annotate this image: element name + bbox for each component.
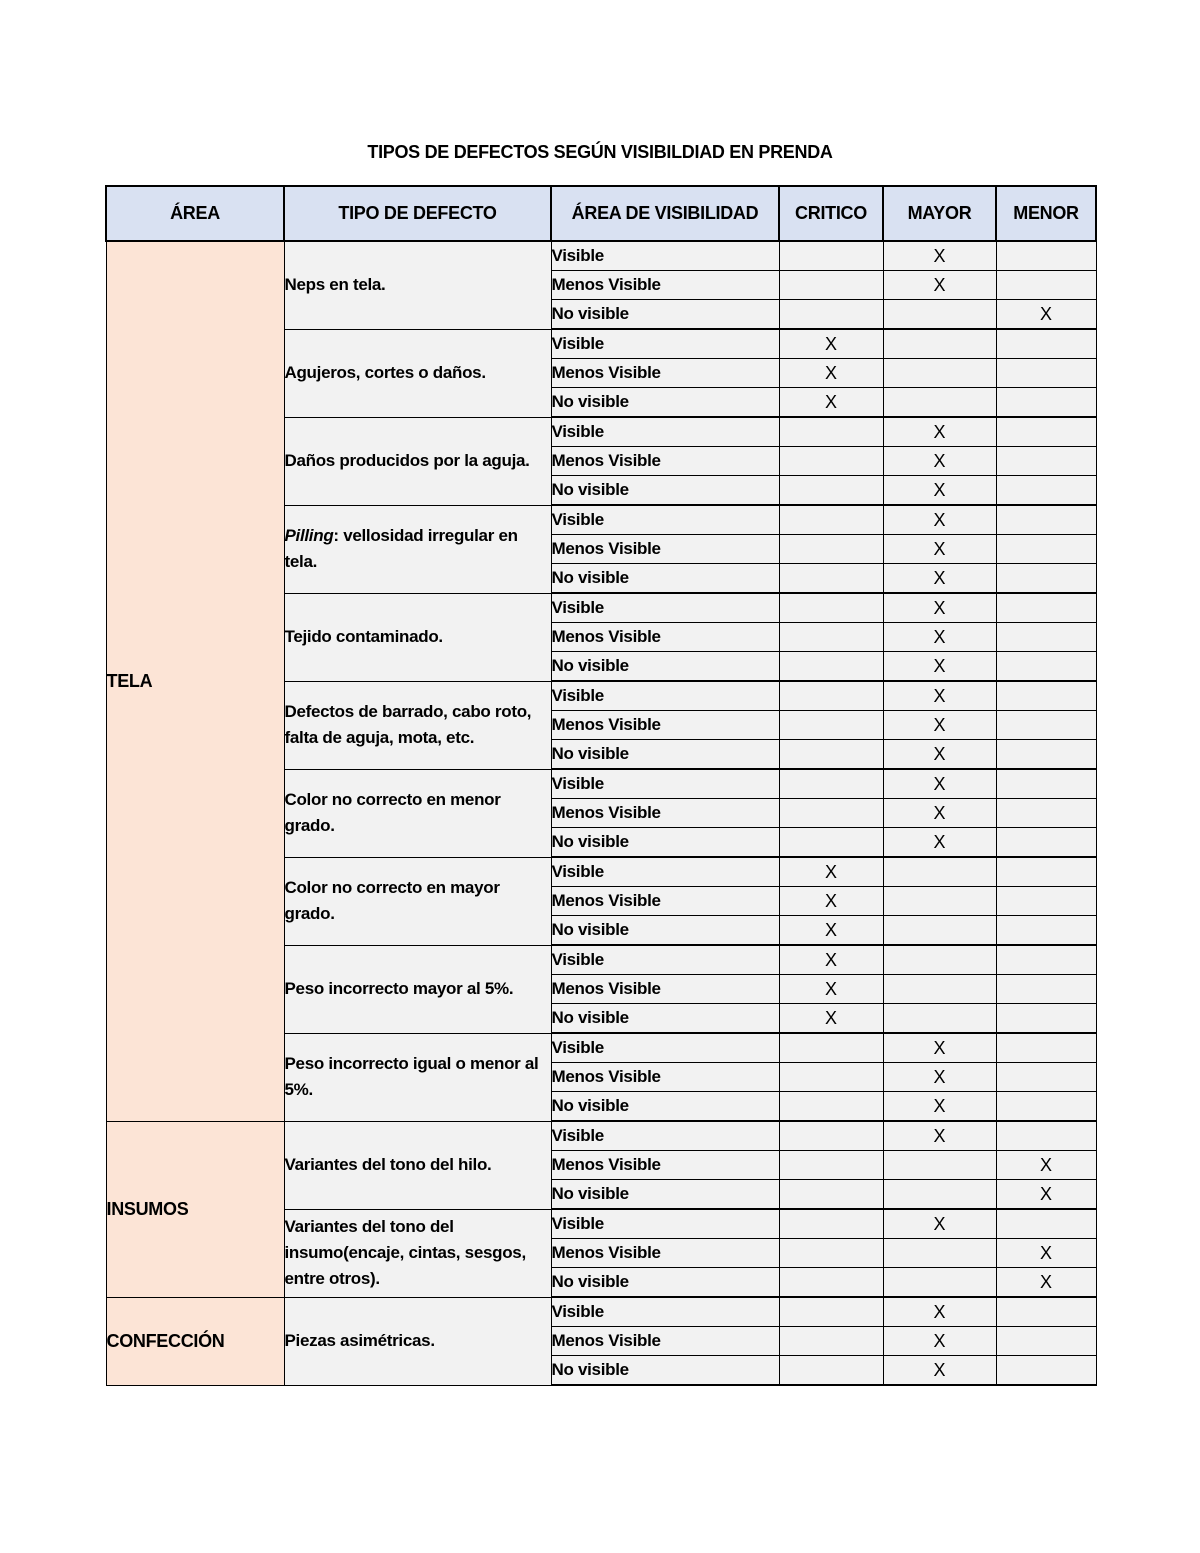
mark-cell-menor: X	[996, 300, 1096, 330]
mark-cell-menor	[996, 417, 1096, 447]
mark-cell-menor	[996, 1004, 1096, 1034]
mark-cell-critico	[779, 1121, 883, 1151]
visibility-cell: Visible	[551, 945, 779, 975]
mark-cell-mayor: X	[883, 1121, 996, 1151]
mark-cell-mayor: X	[883, 271, 996, 300]
visibility-cell: No visible	[551, 476, 779, 506]
mark-cell-mayor: X	[883, 828, 996, 858]
mark-cell-menor	[996, 329, 1096, 359]
mark-cell-mayor	[883, 329, 996, 359]
table-row	[106, 1297, 1096, 1327]
defect-type-cell: Tejido contaminado.	[284, 593, 551, 681]
mark-cell-critico	[779, 300, 883, 330]
visibility-cell: No visible	[551, 1268, 779, 1298]
table-row	[106, 1121, 1096, 1151]
defect-type-cell: Defectos de barrado, cabo roto, falta de aguja, mota, etc.	[284, 681, 551, 769]
mark-cell-mayor	[883, 857, 996, 887]
mark-cell-critico	[779, 769, 883, 799]
visibility-cell: Menos Visible	[551, 1239, 779, 1268]
mark-cell-critico	[779, 1180, 883, 1210]
mark-cell-menor	[996, 241, 1096, 271]
mark-cell-mayor: X	[883, 711, 996, 740]
visibility-cell: Menos Visible	[551, 535, 779, 564]
mark-cell-mayor	[883, 1004, 996, 1034]
defect-type-cell	[284, 505, 551, 593]
defect-type-cell: Color no correcto en menor grado.	[284, 769, 551, 857]
mark-cell-menor: X	[996, 1180, 1096, 1210]
mark-cell-menor	[996, 1327, 1096, 1356]
mark-cell-mayor	[883, 975, 996, 1004]
mark-cell-menor	[996, 535, 1096, 564]
mark-cell-mayor: X	[883, 1033, 996, 1063]
visibility-cell: No visible	[551, 740, 779, 770]
mark-cell-menor	[996, 271, 1096, 300]
mark-cell-critico	[779, 1239, 883, 1268]
defect-type-italic: Pilling	[284, 526, 334, 545]
mark-cell-menor	[996, 975, 1096, 1004]
visibility-cell: Visible	[551, 1297, 779, 1327]
visibility-cell: No visible	[551, 652, 779, 682]
header-tipo-defecto: TIPO DE DEFECTO	[284, 186, 551, 241]
mark-cell-critico	[779, 1092, 883, 1122]
visibility-cell: Menos Visible	[551, 711, 779, 740]
visibility-cell: Menos Visible	[551, 271, 779, 300]
header-menor: MENOR	[996, 186, 1096, 241]
mark-cell-menor	[996, 623, 1096, 652]
mark-cell-critico: X	[779, 887, 883, 916]
mark-cell-critico	[779, 271, 883, 300]
mark-cell-mayor: X	[883, 1209, 996, 1239]
area-cell: TELA	[106, 241, 284, 1121]
mark-cell-menor	[996, 1297, 1096, 1327]
visibility-cell: Visible	[551, 1121, 779, 1151]
mark-cell-mayor: X	[883, 447, 996, 476]
defect-type-cell: Daños producidos por la aguja.	[284, 417, 551, 505]
defect-type-cell: Neps en tela.	[284, 241, 551, 329]
mark-cell-mayor: X	[883, 564, 996, 594]
mark-cell-critico	[779, 447, 883, 476]
mark-cell-menor	[996, 711, 1096, 740]
table-row	[106, 241, 1096, 271]
mark-cell-mayor: X	[883, 1063, 996, 1092]
mark-cell-menor	[996, 1092, 1096, 1122]
mark-cell-critico	[779, 593, 883, 623]
mark-cell-mayor: X	[883, 505, 996, 535]
mark-cell-mayor: X	[883, 1092, 996, 1122]
mark-cell-mayor: X	[883, 681, 996, 711]
mark-cell-mayor: X	[883, 535, 996, 564]
mark-cell-critico	[779, 417, 883, 447]
visibility-cell: Menos Visible	[551, 1327, 779, 1356]
defect-type-cell: Piezas asimétricas.	[284, 1297, 551, 1385]
defect-type-cell: Variantes del tono del insumo(encaje, cintas, sesgos, entre otros).	[284, 1209, 551, 1297]
visibility-cell: No visible	[551, 1004, 779, 1034]
mark-cell-menor	[996, 1033, 1096, 1063]
mark-cell-menor: X	[996, 1268, 1096, 1298]
mark-cell-mayor: X	[883, 769, 996, 799]
visibility-cell: Visible	[551, 769, 779, 799]
mark-cell-mayor: X	[883, 652, 996, 682]
visibility-cell: Menos Visible	[551, 975, 779, 1004]
mark-cell-menor	[996, 799, 1096, 828]
visibility-cell: No visible	[551, 564, 779, 594]
mark-cell-critico	[779, 564, 883, 594]
mark-cell-critico: X	[779, 1004, 883, 1034]
mark-cell-critico	[779, 1268, 883, 1298]
mark-cell-menor	[996, 1121, 1096, 1151]
mark-cell-mayor: X	[883, 417, 996, 447]
mark-cell-menor	[996, 945, 1096, 975]
visibility-cell: Visible	[551, 241, 779, 271]
mark-cell-critico	[779, 1063, 883, 1092]
mark-cell-menor	[996, 359, 1096, 388]
visibility-cell: No visible	[551, 1356, 779, 1386]
mark-cell-critico	[779, 535, 883, 564]
mark-cell-mayor	[883, 1151, 996, 1180]
visibility-cell: Menos Visible	[551, 887, 779, 916]
mark-cell-critico	[779, 799, 883, 828]
mark-cell-mayor	[883, 1180, 996, 1210]
mark-cell-mayor: X	[883, 1327, 996, 1356]
visibility-cell: Visible	[551, 857, 779, 887]
defect-type-label: : vellosidad irregular en tela.	[284, 526, 518, 571]
visibility-cell: No visible	[551, 1092, 779, 1122]
mark-cell-menor	[996, 593, 1096, 623]
mark-cell-menor	[996, 476, 1096, 506]
mark-cell-mayor	[883, 945, 996, 975]
header-mayor: MAYOR	[883, 186, 996, 241]
visibility-cell: Menos Visible	[551, 1151, 779, 1180]
visibility-cell: Visible	[551, 505, 779, 535]
mark-cell-mayor	[883, 1268, 996, 1298]
mark-cell-critico	[779, 711, 883, 740]
mark-cell-critico: X	[779, 975, 883, 1004]
visibility-cell: Menos Visible	[551, 1063, 779, 1092]
visibility-cell: Visible	[551, 681, 779, 711]
visibility-cell: Visible	[551, 1209, 779, 1239]
visibility-cell: No visible	[551, 828, 779, 858]
mark-cell-critico	[779, 681, 883, 711]
mark-cell-menor: X	[996, 1151, 1096, 1180]
header-row	[106, 186, 1096, 241]
header-area: ÁREA	[106, 186, 284, 241]
header-area-visibilidad: ÁREA DE VISIBILIDAD	[551, 186, 779, 241]
mark-cell-mayor	[883, 1239, 996, 1268]
defect-type-cell: Peso incorrecto igual o menor al 5%.	[284, 1033, 551, 1121]
mark-cell-menor	[996, 1063, 1096, 1092]
mark-cell-menor	[996, 740, 1096, 770]
mark-cell-critico	[779, 1151, 883, 1180]
mark-cell-mayor: X	[883, 476, 996, 506]
mark-cell-critico: X	[779, 329, 883, 359]
mark-cell-critico: X	[779, 916, 883, 946]
mark-cell-critico: X	[779, 388, 883, 418]
visibility-cell: Menos Visible	[551, 799, 779, 828]
mark-cell-critico: X	[779, 359, 883, 388]
mark-cell-critico	[779, 1209, 883, 1239]
visibility-cell: Menos Visible	[551, 359, 779, 388]
mark-cell-menor: X	[996, 1239, 1096, 1268]
mark-cell-menor	[996, 681, 1096, 711]
mark-cell-critico	[779, 476, 883, 506]
defect-type-cell: Agujeros, cortes o daños.	[284, 329, 551, 417]
visibility-cell: Visible	[551, 593, 779, 623]
mark-cell-mayor: X	[883, 1297, 996, 1327]
mark-cell-critico: X	[779, 945, 883, 975]
visibility-cell: Menos Visible	[551, 447, 779, 476]
mark-cell-critico	[779, 1327, 883, 1356]
mark-cell-mayor: X	[883, 799, 996, 828]
visibility-cell: No visible	[551, 1180, 779, 1210]
defects-table	[105, 185, 1097, 1386]
mark-cell-menor	[996, 887, 1096, 916]
defect-type-cell: Color no correcto en mayor grado.	[284, 857, 551, 945]
mark-cell-menor	[996, 652, 1096, 682]
mark-cell-mayor: X	[883, 740, 996, 770]
visibility-cell: No visible	[551, 916, 779, 946]
mark-cell-menor	[996, 828, 1096, 858]
mark-cell-menor	[996, 1209, 1096, 1239]
visibility-cell: Menos Visible	[551, 623, 779, 652]
mark-cell-critico	[779, 505, 883, 535]
mark-cell-critico	[779, 623, 883, 652]
table-body	[106, 241, 1096, 1385]
visibility-cell: Visible	[551, 1033, 779, 1063]
mark-cell-menor	[996, 857, 1096, 887]
mark-cell-mayor: X	[883, 1356, 996, 1386]
mark-cell-menor	[996, 769, 1096, 799]
defect-type-cell: Peso incorrecto mayor al 5%.	[284, 945, 551, 1033]
header-critico: CRITICO	[779, 186, 883, 241]
mark-cell-mayor	[883, 300, 996, 330]
mark-cell-critico: X	[779, 857, 883, 887]
mark-cell-mayor: X	[883, 593, 996, 623]
visibility-cell: No visible	[551, 388, 779, 418]
mark-cell-mayor	[883, 887, 996, 916]
visibility-cell: No visible	[551, 300, 779, 330]
mark-cell-mayor	[883, 388, 996, 418]
mark-cell-critico	[779, 652, 883, 682]
mark-cell-critico	[779, 1297, 883, 1327]
mark-cell-critico	[779, 1033, 883, 1063]
mark-cell-menor	[996, 505, 1096, 535]
mark-cell-menor	[996, 1356, 1096, 1386]
mark-cell-menor	[996, 564, 1096, 594]
mark-cell-critico	[779, 740, 883, 770]
mark-cell-mayor	[883, 359, 996, 388]
mark-cell-critico	[779, 1356, 883, 1386]
visibility-cell: Visible	[551, 329, 779, 359]
visibility-cell: Visible	[551, 417, 779, 447]
area-cell: CONFECCIÓN	[106, 1297, 284, 1385]
page-title: TIPOS DE DEFECTOS SEGÚN VISIBILDIAD EN PRENDA	[367, 142, 833, 162]
mark-cell-menor	[996, 916, 1096, 946]
mark-cell-menor	[996, 447, 1096, 476]
mark-cell-critico	[779, 828, 883, 858]
area-cell: INSUMOS	[106, 1121, 284, 1297]
mark-cell-mayor: X	[883, 241, 996, 271]
mark-cell-menor	[996, 388, 1096, 418]
mark-cell-mayor: X	[883, 623, 996, 652]
mark-cell-critico	[779, 241, 883, 271]
defect-type-cell: Variantes del tono del hilo.	[284, 1121, 551, 1209]
mark-cell-mayor	[883, 916, 996, 946]
